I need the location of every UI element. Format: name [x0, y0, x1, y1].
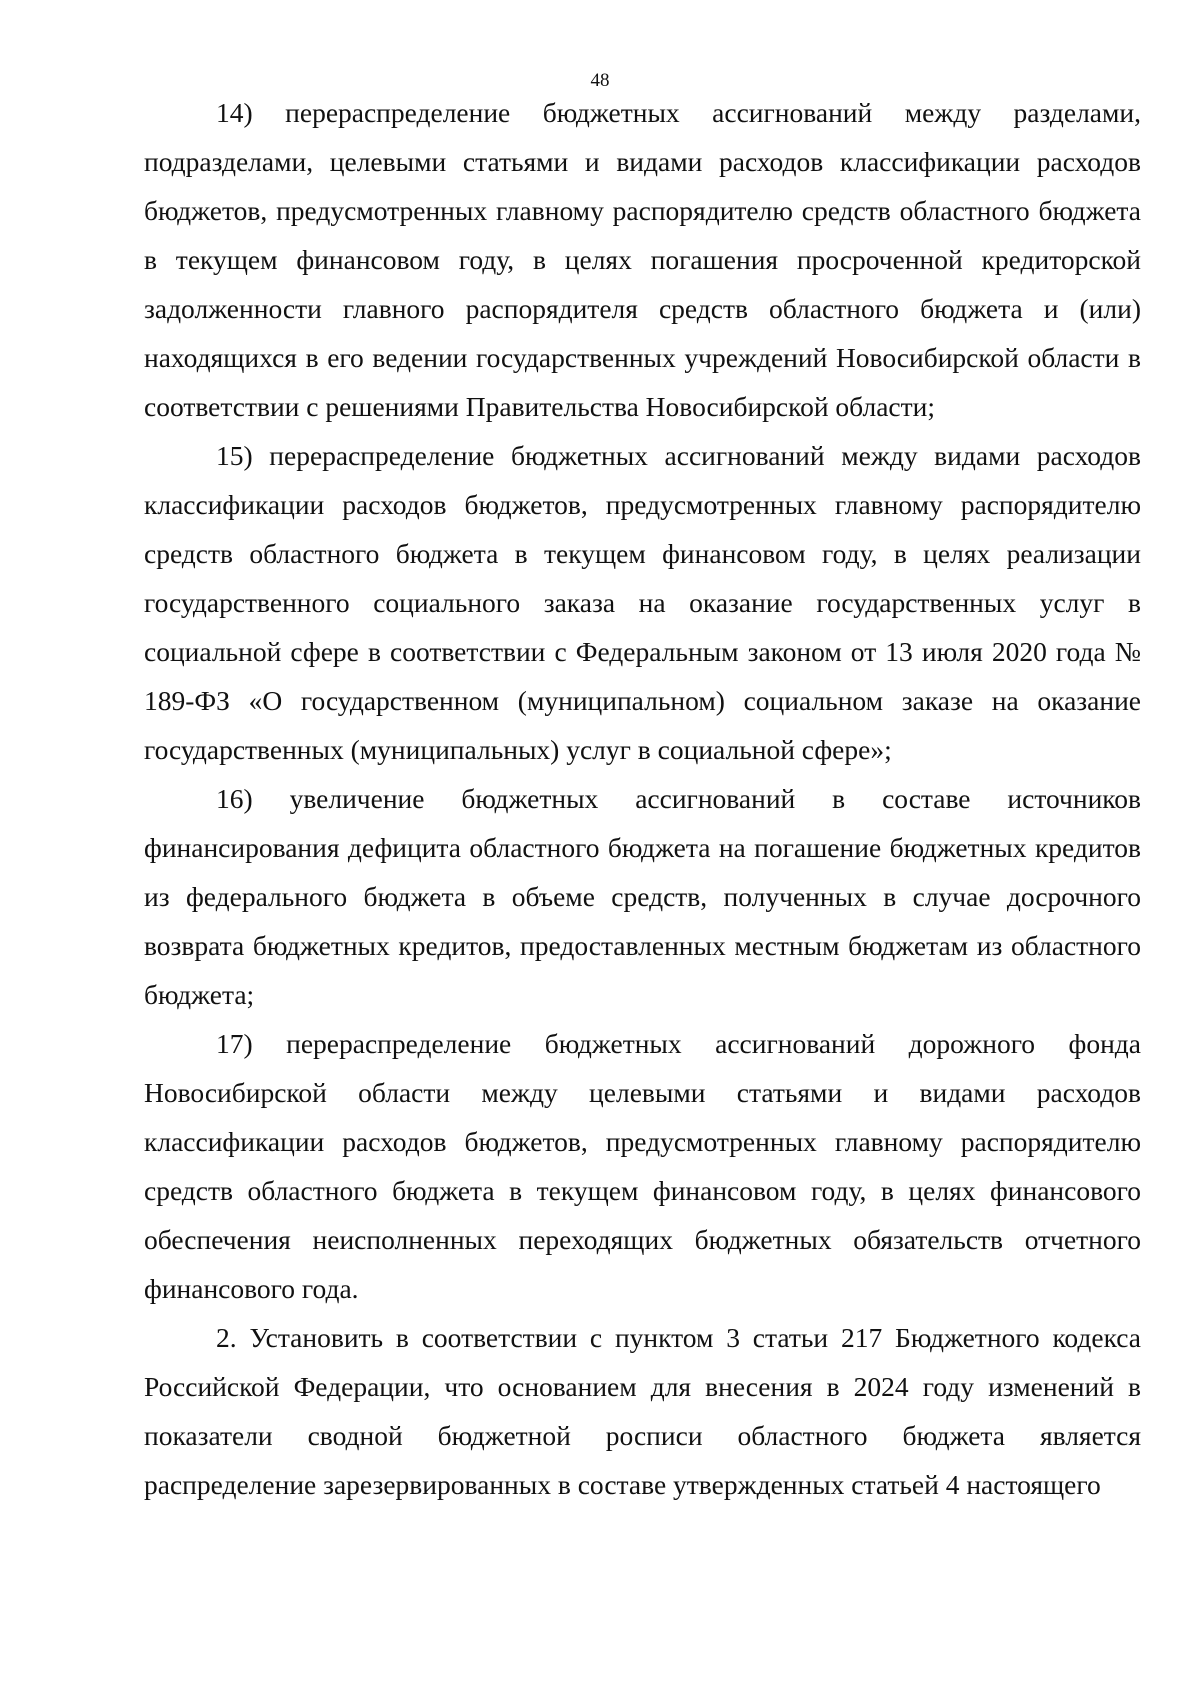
paragraph-item-14: 14) перераспределение бюджетных ассигнований между разделами, подразделами, целевыми статьями и видами расходов классификации расходов бюджетов, предусмотренных главному распорядителю средств областного бюджета в текущем финансовом году, в целях погашения просроченной кредиторской задолженности главного распорядителя средств областного бюджета и (или) находящихся в его ведении государственных учреждений Новосибирской области в соответствии с решениями Правительства Новосибирской области; [144, 97, 1141, 422]
paragraph-item-16: 16) увеличение бюджетных ассигнований в составе источников финансирования дефицита областного бюджета на погашение бюджетных кредитов из федерального бюджета в объеме средств, полученных в случае досрочного возврата бюджетных кредитов, предоставленных местным бюджетам из областного бюджета; [144, 783, 1141, 1010]
paragraph-clause-2: 2. Установить в соответствии с пунктом 3 статьи 217 Бюджетного кодекса Российской Федерации, что основанием для внесения в 2024 году изменений в показатели сводной бюджетной росписи областного бюджета является распределение зарезервированных в составе утвержденных статьей 4 настоящего [144, 1322, 1141, 1500]
page-number: 48 [590, 70, 610, 91]
document-body [144, 88, 1141, 1509]
paragraph-item-17: 17) перераспределение бюджетных ассигнований дорожного фонда Новосибирской области между целевыми статьями и видами расходов классификации расходов бюджетов, предусмотренных главному распорядителю средств областного бюджета в текущем финансовом году, в целях финансового обеспечения неисполненных переходящих бюджетных обязательств отчетного финансового года. [144, 1028, 1141, 1304]
paragraph-item-15: 15) перераспределение бюджетных ассигнований между видами расходов классификации расходов бюджетов, предусмотренных главному распорядителю средств областного бюджета в текущем финансовом году, в целях реализации государственного социального заказа на оказание государственных услуг в социальной сфере в соответствии с Федеральным законом от 13 июля 2020 года № 189-ФЗ «О государственном (муниципальном) социальном заказе на оказание государственных (муниципальных) услуг в социальной сфере»; [144, 440, 1141, 765]
